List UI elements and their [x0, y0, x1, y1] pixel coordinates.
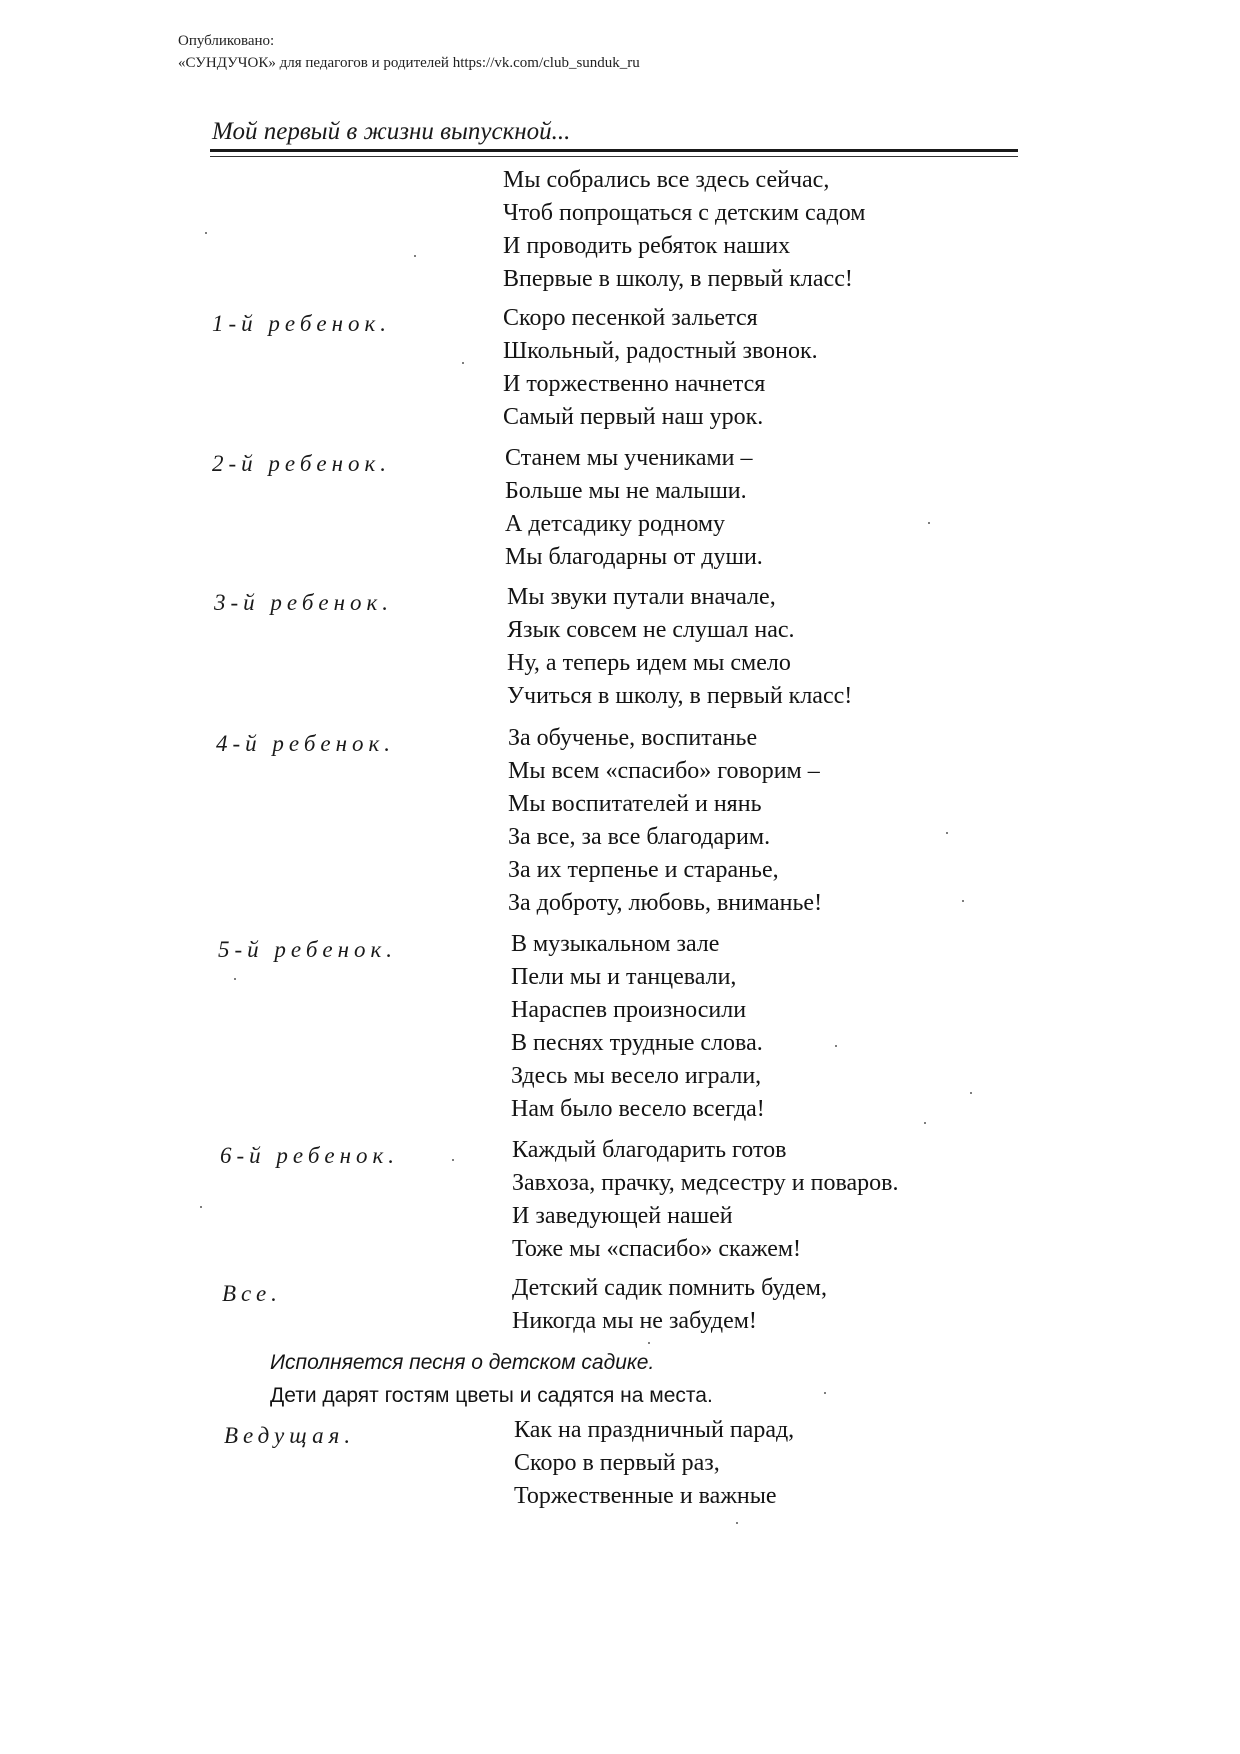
scan-speck	[234, 978, 236, 980]
stanza-verse-2	[505, 442, 763, 574]
verse-line: Чтоб попрощаться с детским садом	[503, 200, 866, 226]
page-title: Мой первый в жизни выпускной...	[212, 118, 571, 145]
verse-line: И заведующей нашей	[512, 1203, 733, 1229]
scan-speck	[928, 522, 930, 524]
verse-line: Торжественные и важные	[514, 1483, 777, 1509]
verse-line: За их терпенье и старанье,	[508, 857, 779, 883]
host-verse	[514, 1414, 794, 1513]
stanza-verse-5	[511, 928, 765, 1126]
verse-line: Ну, а теперь идем мы смело	[507, 650, 791, 676]
verse-line: Скоро песенкой зальется	[503, 305, 758, 331]
verse-line: Нам было весело всегда!	[511, 1096, 765, 1122]
stanza-verse-3	[507, 581, 852, 713]
verse-line: Пели мы и танцевали,	[511, 964, 737, 990]
verse-line: Завхоза, прачку, медсестру и поваров.	[512, 1170, 899, 1196]
verse-line: Никогда мы не забудем!	[512, 1308, 757, 1334]
published-source: «СУНДУЧОК» для педагогов и родителей https://vk.com/club_sunduk_ru	[178, 55, 640, 71]
stanza-verse-6	[512, 1134, 898, 1266]
stanza-verse-all	[512, 1272, 827, 1338]
verse-line: Каждый благодарить готов	[512, 1137, 787, 1163]
verse-line: Мы благодарны от души.	[505, 544, 763, 570]
verse-line: Учиться в школу, в первый класс!	[507, 683, 853, 709]
verse-line: Самый первый наш урок.	[503, 404, 764, 430]
stage-directions	[270, 1346, 713, 1412]
speaker-child-3: 3-й ребенок.	[214, 590, 394, 615]
title-rule-thin	[210, 156, 1018, 157]
verse-line: Мы всем «спасибо» говорим –	[508, 758, 820, 784]
verse-line: Мы собрались все здесь сейчас,	[503, 167, 830, 193]
speaker-child-5: 5-й ребенок.	[218, 937, 398, 962]
scan-speck	[414, 255, 416, 257]
verse-line: Нараспев произносили	[511, 997, 747, 1023]
scan-speck	[970, 1092, 972, 1094]
verse-line: Детский садик помнить будем,	[512, 1275, 827, 1301]
verse-line: Мы звуки путали вначале,	[507, 584, 776, 610]
scan-speck	[736, 1522, 738, 1524]
stage-direction-flowers: Дети дарят гостям цветы и садятся на места.	[270, 1384, 713, 1407]
verse-line: И торжественно начнется	[503, 371, 766, 397]
speaker-child-2: 2-й ребенок.	[212, 451, 392, 476]
verse-line: Впервые в школу, в первый класс!	[503, 266, 853, 292]
stage-direction-song: Исполняется песня о детском садике.	[270, 1351, 655, 1374]
speaker-child-4: 4-й ребенок.	[216, 731, 396, 756]
verse-line: А детсадику родному	[505, 511, 726, 537]
verse-line: За доброту, любовь, вниманье!	[508, 890, 823, 916]
verse-line: Как на праздничный парад,	[514, 1417, 795, 1443]
verse-line: И проводить ребяток наших	[503, 233, 791, 259]
speaker-child-1: 1-й ребенок.	[212, 311, 392, 336]
verse-line: Скоро в первый раз,	[514, 1450, 720, 1476]
scan-speck	[835, 1045, 837, 1047]
verse-line: Тоже мы «спасибо» скажем!	[512, 1236, 802, 1262]
speaker-host: Ведущая.	[224, 1423, 356, 1448]
scan-speck	[462, 362, 464, 364]
verse-line: Здесь мы весело играли,	[511, 1063, 762, 1089]
verse-line: Станем мы учениками –	[505, 445, 753, 471]
scan-speck	[648, 1342, 650, 1344]
scan-speck	[924, 1122, 926, 1124]
title-rule-thick	[210, 149, 1018, 152]
verse-line: Мы воспитателей и нянь	[508, 791, 762, 817]
published-label: Опубликовано:	[178, 33, 275, 49]
scan-speck	[962, 900, 964, 902]
scan-speck	[452, 1159, 454, 1161]
verse-line: За все, за все благодарим.	[508, 824, 771, 850]
published-header	[178, 30, 640, 74]
scan-speck	[200, 1206, 202, 1208]
intro-verse	[503, 164, 865, 296]
verse-line: Язык совсем не слушал нас.	[507, 617, 795, 643]
verse-line: В музыкальном зале	[511, 931, 720, 957]
scan-speck	[946, 832, 948, 834]
verse-line: Школьный, радостный звонок.	[503, 338, 818, 364]
verse-line: Больше мы не малыши.	[505, 478, 747, 504]
verse-line: В песнях трудные слова.	[511, 1030, 763, 1056]
speaker-child-6: 6-й ребенок.	[220, 1143, 400, 1168]
speaker-all: Все.	[222, 1281, 282, 1306]
verse-line: За обученье, воспитанье	[508, 725, 758, 751]
scan-speck	[205, 232, 207, 234]
scan-speck	[824, 1392, 826, 1394]
stanza-verse-1	[503, 302, 818, 434]
stanza-verse-4	[508, 722, 822, 920]
